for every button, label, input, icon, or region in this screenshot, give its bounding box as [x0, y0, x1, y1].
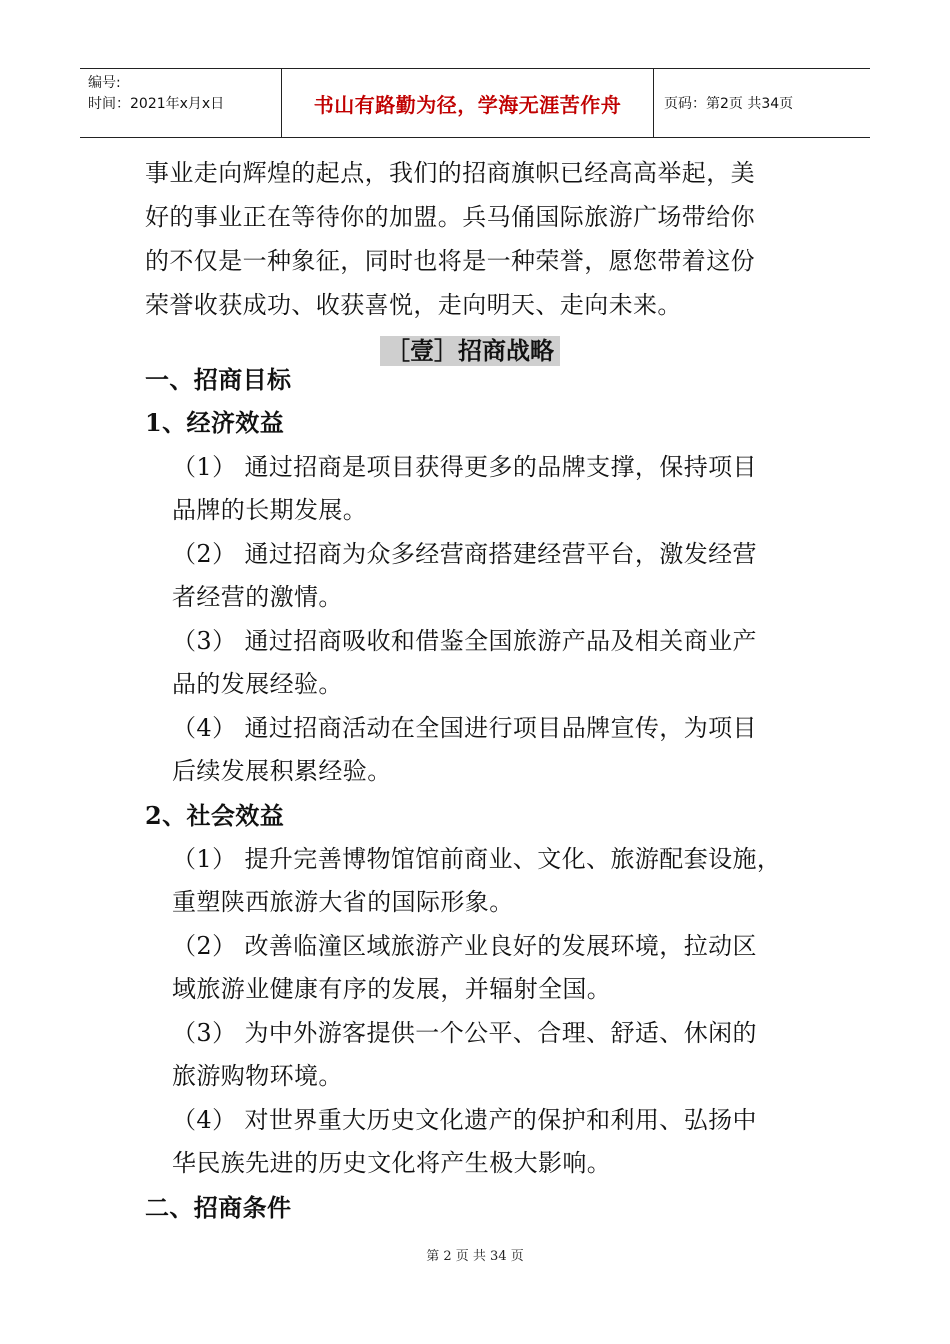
document-header	[80, 68, 870, 138]
intro-line: 的不仅是一种象征，同时也将是一种荣誉，愿您带着这份	[145, 247, 755, 275]
list-item-continuation: 域旅游业健康有序的发展，并辐射全国。	[172, 975, 612, 1003]
list-item-continuation: 重塑陕西旅游大省的国际形象。	[172, 888, 514, 916]
heading-goal: 一、招商目标	[145, 365, 292, 394]
list-item-continuation: 者经营的激情。	[172, 583, 343, 611]
list-item-continuation: 品牌的长期发展。	[172, 496, 368, 524]
list-item: （2） 改善临潼区域旅游产业良好的发展环境，拉动区	[172, 932, 757, 960]
list-item-continuation: 后续发展积累经验。	[172, 757, 392, 785]
list-item: （1） 提升完善博物馆馆前商业、文化、旅游配套设施，	[172, 845, 782, 873]
header-divider	[653, 69, 654, 137]
header-meta	[88, 73, 278, 115]
heading-conditions: 二、招商条件	[145, 1193, 292, 1222]
header-motto: 书山有路勤为径，学海无涯苦作舟	[313, 92, 622, 117]
document-time-label: 时间：2021年x月x日	[88, 96, 225, 112]
list-item: （3） 为中外游客提供一个公平、合理、舒适、休闲的	[172, 1019, 757, 1047]
header-page-info: 页码：第2页 共34页	[664, 96, 794, 112]
list-item-continuation: 华民族先进的历史文化将产生极大影响。	[172, 1149, 612, 1177]
list-item-continuation: 旅游购物环境。	[172, 1062, 343, 1090]
list-item: （2） 通过招商为众多经营商搭建经营平台，激发经营	[172, 540, 757, 568]
heading-economic: 1、经济效益	[145, 408, 285, 437]
list-item: （4） 通过招商活动在全国进行项目品牌宣传，为项目	[172, 714, 757, 742]
list-item: （4） 对世界重大历史文化遗产的保护和利用、弘扬中	[172, 1106, 757, 1134]
intro-line: 事业走向辉煌的起点，我们的招商旗帜已经高高举起，美	[145, 159, 755, 187]
list-item: （1） 通过招商是项目获得更多的品牌支撑，保持项目	[172, 453, 757, 481]
page-footer: 第 2 页 共 34 页	[426, 1249, 524, 1264]
document-number-label: 编号:	[88, 75, 121, 91]
list-item: （3） 通过招商吸收和借鉴全国旅游产品及相关商业产	[172, 627, 757, 655]
intro-line: 好的事业正在等待你的加盟。兵马俑国际旅游广场带给你	[145, 203, 755, 231]
list-item-continuation: 品的发展经验。	[172, 670, 343, 698]
heading-social: 2、社会效益	[145, 801, 285, 830]
intro-line: 荣誉收获成功、收获喜悦，走向明天、走向未来。	[145, 291, 682, 319]
section-title: ［壹］招商战略	[380, 336, 560, 366]
